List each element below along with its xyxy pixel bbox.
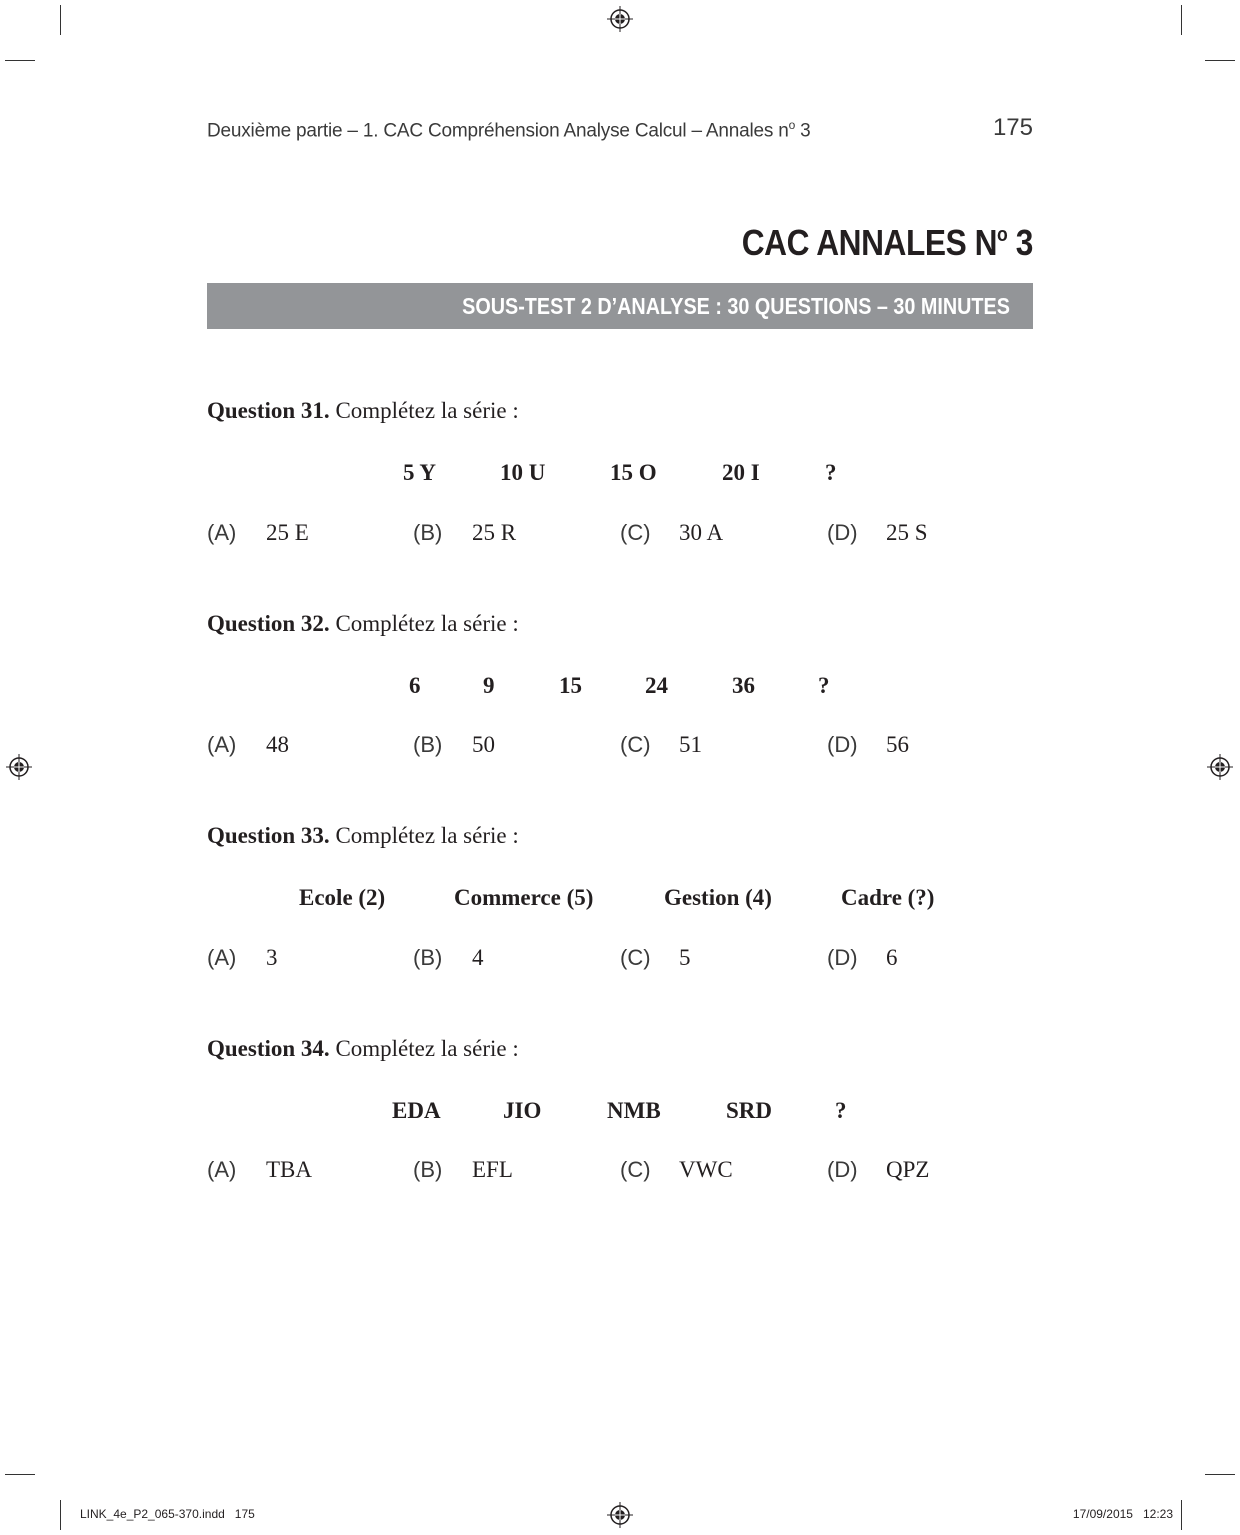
- crop-mark: [5, 60, 35, 61]
- option-letter[interactable]: (B): [413, 732, 443, 757]
- sequence-item: 15: [559, 673, 582, 698]
- question-heading: [207, 398, 519, 424]
- option-letter[interactable]: (D): [827, 732, 858, 757]
- option-value[interactable]: 4: [472, 945, 484, 970]
- sequence-item: 36: [732, 673, 755, 698]
- option-value[interactable]: 56: [886, 732, 909, 757]
- crop-mark: [1181, 1500, 1182, 1530]
- option-letter[interactable]: (C): [620, 520, 651, 545]
- question-label: Question 33.: [207, 823, 330, 848]
- sequence-item: 15 O: [610, 460, 657, 485]
- question-prompt: Complétez la série :: [329, 611, 519, 636]
- slug-date-info: 17/09/2015 12:23: [1072, 1507, 1173, 1521]
- question-label: Question 31.: [207, 398, 330, 423]
- crop-mark: [60, 1500, 61, 1530]
- option-value[interactable]: 50: [472, 732, 495, 757]
- sequence-item: ?: [835, 1098, 847, 1123]
- sequence-item: 24: [645, 673, 668, 698]
- sequence-item: Ecole (2): [299, 885, 386, 910]
- option-letter[interactable]: (C): [620, 945, 651, 970]
- question-heading: [207, 611, 519, 637]
- option-letter[interactable]: (A): [207, 945, 237, 970]
- option-letter[interactable]: (B): [413, 1157, 443, 1182]
- option-value[interactable]: 6: [886, 945, 898, 970]
- option-value[interactable]: EFL: [472, 1157, 513, 1182]
- registration-mark-icon: [607, 6, 633, 32]
- page-number: 175: [992, 114, 1033, 141]
- sequence-item: ?: [825, 460, 837, 485]
- registration-mark-icon: [6, 754, 32, 780]
- slug-file-info: LINK_4e_P2_065-370.indd 175: [80, 1507, 255, 1521]
- running-head-superscript: o: [788, 118, 796, 132]
- crop-mark: [1205, 60, 1235, 61]
- option-letter[interactable]: (B): [413, 945, 443, 970]
- sequence-item: 9: [483, 673, 495, 698]
- option-value[interactable]: 51: [679, 732, 702, 757]
- option-letter[interactable]: (A): [207, 732, 237, 757]
- question-heading: [207, 1036, 519, 1062]
- option-letter[interactable]: (D): [827, 1157, 858, 1182]
- option-value[interactable]: 25 R: [472, 520, 517, 545]
- option-value[interactable]: 25 E: [266, 520, 309, 545]
- sequence-item: 6: [409, 673, 421, 698]
- chapter-title-end: 3: [1007, 222, 1033, 263]
- sequence-item: 20 I: [722, 460, 760, 485]
- crop-mark: [1181, 5, 1182, 35]
- sequence-item: SRD: [726, 1098, 773, 1123]
- question-label: Question 34.: [207, 1036, 330, 1061]
- option-value[interactable]: 30 A: [679, 520, 724, 545]
- option-letter[interactable]: (B): [413, 520, 443, 545]
- sequence-item: 5 Y: [403, 460, 437, 485]
- registration-mark-icon: [1207, 754, 1233, 780]
- question-label: Question 32.: [207, 611, 330, 636]
- sequence-item: NMB: [607, 1098, 661, 1123]
- running-head-end: 3: [795, 120, 811, 142]
- option-letter[interactable]: (C): [620, 732, 651, 757]
- option-value[interactable]: QPZ: [886, 1157, 930, 1182]
- sequence-item: EDA: [392, 1098, 441, 1123]
- running-head-text: Deuxième partie – 1. CAC Compréhension Analyse Calcul – Annales n: [207, 120, 789, 142]
- question-prompt: Complétez la série :: [329, 823, 519, 848]
- running-head: [207, 118, 811, 142]
- sequence-item: ?: [818, 673, 830, 698]
- sequence-item: JIO: [503, 1098, 542, 1123]
- sequence-item: Gestion (4): [664, 885, 772, 910]
- option-value[interactable]: 5: [679, 945, 691, 970]
- option-letter[interactable]: (A): [207, 520, 237, 545]
- section-banner: [207, 283, 1033, 329]
- chapter-title-superscript: o: [997, 224, 1008, 246]
- sequence-item: Cadre (?): [841, 885, 935, 910]
- option-letter[interactable]: (D): [827, 945, 858, 970]
- option-letter[interactable]: (D): [827, 520, 858, 545]
- crop-mark: [60, 5, 61, 35]
- question-prompt: Complétez la série :: [329, 398, 519, 423]
- chapter-title: [742, 222, 1033, 264]
- option-letter[interactable]: (C): [620, 1157, 651, 1182]
- option-value[interactable]: 3: [266, 945, 278, 970]
- question-prompt: Complétez la série :: [329, 1036, 519, 1061]
- sequence-item: 10 U: [500, 460, 546, 485]
- chapter-title-text: CAC ANNALES N: [741, 222, 998, 263]
- crop-mark: [5, 1474, 35, 1475]
- option-value[interactable]: VWC: [679, 1157, 733, 1182]
- option-value[interactable]: 48: [266, 732, 289, 757]
- option-letter[interactable]: (A): [207, 1157, 237, 1182]
- crop-mark: [1205, 1474, 1235, 1475]
- option-value[interactable]: 25 S: [886, 520, 928, 545]
- registration-mark-icon: [607, 1502, 633, 1528]
- sequence-item: Commerce (5): [454, 885, 594, 910]
- question-heading: [207, 823, 519, 849]
- section-banner-text: SOUS-TEST 2 D’ANALYSE : 30 QUESTIONS – 30 MINUTES: [462, 293, 1010, 319]
- option-value[interactable]: TBA: [266, 1157, 312, 1182]
